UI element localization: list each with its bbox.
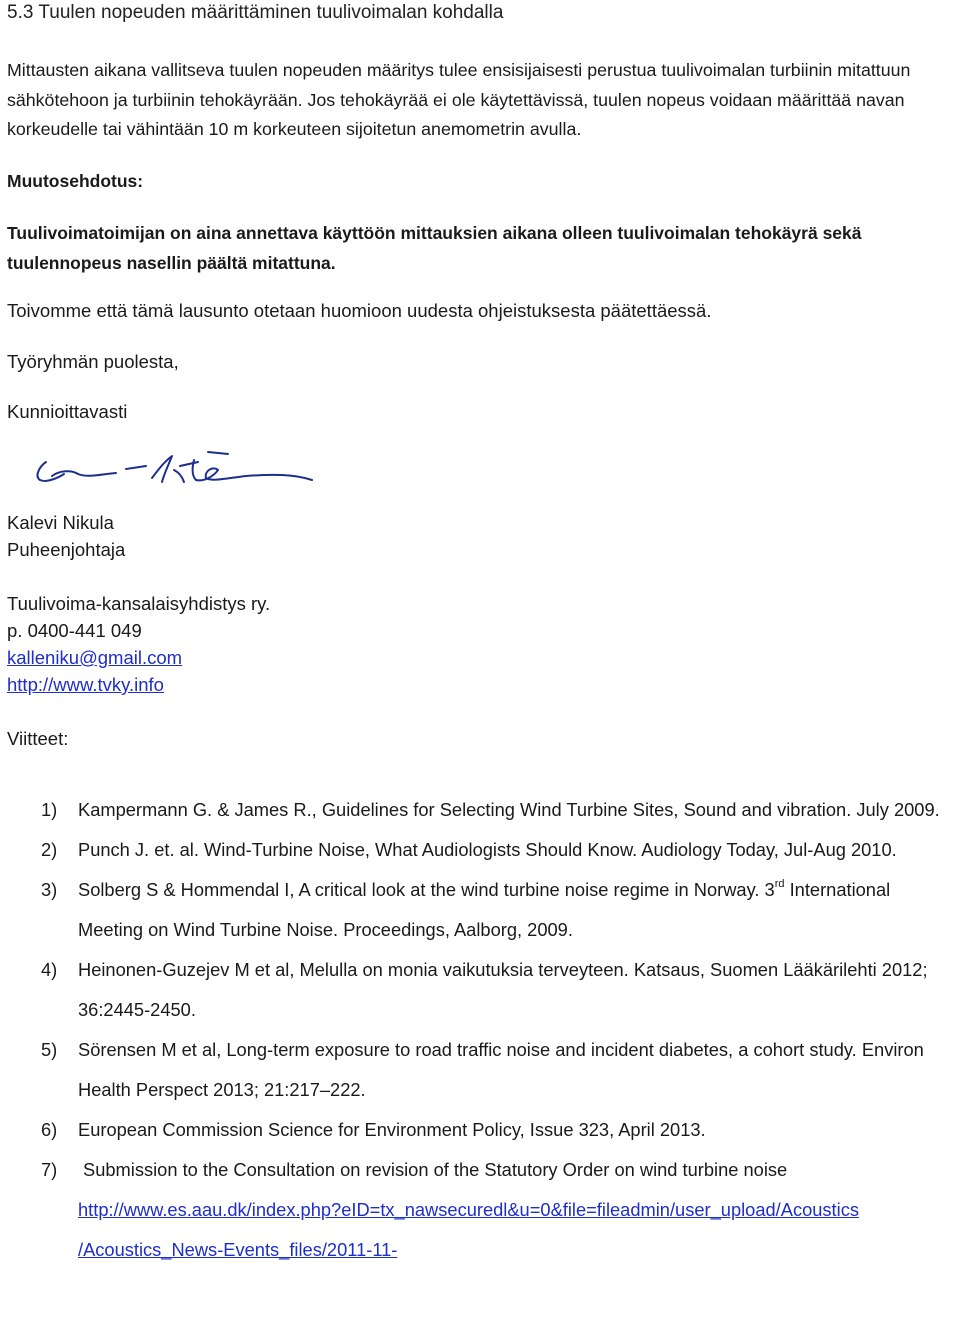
reference-number: 6) <box>41 1119 58 1140</box>
reference-item <box>0 950 960 1030</box>
reference-url-link-continued[interactable]: /Acoustics_News-Events_files/2011-11- <box>78 1239 398 1260</box>
reference-item <box>0 1030 960 1110</box>
reference-item <box>0 790 960 830</box>
reference-item <box>0 1110 960 1150</box>
reference-text <box>78 870 958 950</box>
reference-item <box>0 870 960 950</box>
proposal-label: Muutosehdotus: <box>7 171 144 191</box>
closing-wish: Toivomme että tämä lausunto otetaan huomioon uudesta ohjeistuksesta päätettäessä. <box>7 300 712 321</box>
reference-text-part: International Meeting on Wind Turbine Noise. Proceedings, Aalborg, 2009. <box>78 879 891 940</box>
reference-text: Sörensen M et al, Long-term exposure to road traffic noise and incident diabetes, a cohort study. Environ Health Perspect 2013; 21:217–222. <box>78 1039 924 1100</box>
reference-item <box>0 830 960 870</box>
handwritten-signature <box>32 448 318 492</box>
body-paragraph-wind-speed: Mittausten aikana vallitseva tuulen nopeuden määritys tulee ensisijaisesti perustua tuulivoimalan turbiinin mitattuun sähkötehoon ja turbiinin tehokäyrään. Jos tehokäyrää ei ole käytettävissä, tuulen nopeus voidaan määrittää navan korkeudelle tai vähintään 10 m korkeuteen sijoitetun anemometrin avulla. <box>7 60 911 139</box>
reference-text: Submission to the Consultation on revision of the Statutory Order on wind turbine noise <box>83 1159 788 1180</box>
proposal-text: Tuulivoimatoimijan on aina annettava käyttöön mittauksien aikana olleen tuulivoimalan tehokäyrä sekä tuulennopeus nasellin päältä mitattuna. <box>7 223 862 273</box>
signer-organization: Tuulivoima-kansalaisyhdistys ry. <box>7 593 271 614</box>
on-behalf-line: Työryhmän puolesta, <box>7 351 179 372</box>
reference-text-part: Solberg S & Hommendal I, A critical look at the wind turbine noise regime in Norway. 3 <box>78 879 775 900</box>
reference-number: 3) <box>41 879 58 900</box>
reference-number: 1) <box>41 799 58 820</box>
signer-name: Kalevi Nikula <box>7 512 114 533</box>
website-link[interactable]: http://www.tvky.info <box>7 674 164 695</box>
reference-number: 7) <box>41 1159 58 1180</box>
reference-url-link[interactable]: http://www.es.aau.dk/index.php?eID=tx_nawsecuredl&u=0&file=fileadmin/user_upload/Acoustics <box>78 1199 859 1220</box>
references-label: Viitteet: <box>7 728 69 749</box>
signer-title: Puheenjohtaja <box>7 539 126 560</box>
email-link[interactable]: kalleniku@gmail.com <box>7 647 183 668</box>
regards-line: Kunnioittavasti <box>7 401 128 422</box>
reference-text: Heinonen-Guzejev M et al, Melulla on monia vaikutuksia terveyteen. Katsaus, Suomen Lääkärilehti 2012; 36:2445-2450. <box>78 959 928 1020</box>
section-heading: 5.3 Tuulen nopeuden määrittäminen tuulivoimalan kohdalla <box>7 2 504 23</box>
reference-text: Punch J. et. al. Wind-Turbine Noise, What Audiologists Should Know. Audiology Today, Jul-Aug 2010. <box>78 839 897 860</box>
references-list <box>0 790 960 1270</box>
signer-phone: p. 0400-441 049 <box>7 620 142 641</box>
reference-number: 4) <box>41 959 58 980</box>
reference-item <box>0 1150 960 1270</box>
superscript-ordinal: rd <box>774 878 785 890</box>
reference-text: European Commission Science for Environment Policy, Issue 323, April 2013. <box>78 1119 706 1140</box>
reference-text: Kampermann G. & James R., Guidelines for Selecting Wind Turbine Sites, Sound and vibration. July 2009. <box>78 799 940 820</box>
reference-number: 2) <box>41 839 58 860</box>
reference-number: 5) <box>41 1039 58 1060</box>
